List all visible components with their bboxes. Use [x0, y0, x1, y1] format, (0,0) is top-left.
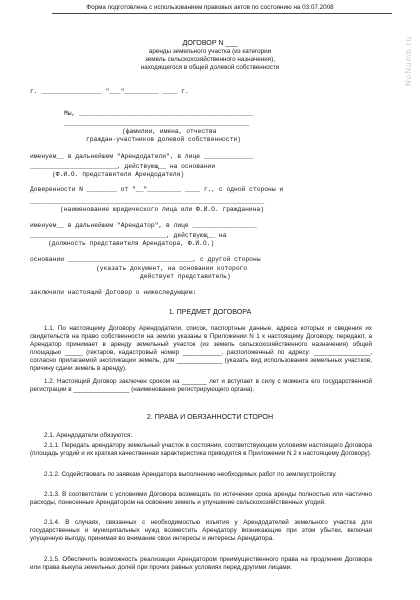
- clause-2-1-1: 2.1.1. Передать арендатору земельный участок в состоянии, соответствующем условиям настоящего Договора (площадь угодий и их краткая качественная характеристика приводятся в Приложении N 2 к настоящему Договору).: [30, 442, 372, 457]
- poa-line: Доверенности N ________ от "__"_________ ____ г., с одной стороны и: [30, 186, 284, 193]
- header-note: Форма подготовлена с использованием правовых актов по состоянию на 03.07.2008: [86, 4, 334, 11]
- clause-1-1: 1.1. По настоящему Договору Арендодатели, список, паспортные данные, адреса которых и сведения их свидетельств на право собственности на землю указаны в Приложении N 1 к настоящему Договору, передают, а Арендатор принимает в аренду земельный участок (из земель сельскохозяйственного назначения) общей площадью _____ (гектаров, кадастровый номер ___________, расположенный по адресу: ________________, согласно прилагаемой экспликации земель, для _____________ (указать вид использования земельных участков, причину сдачи земель в аренду).: [30, 325, 372, 372]
- lessee-hint: (должность представителя Арендатора, Ф.И.О.): [48, 240, 215, 247]
- clause-2-1-4: 2.1.4. В случаях, связанных с необходимостью изъятия у Арендодателей земельного участка для государственных и муниципальных нужд возместить Арендатору возникающие при этом убытки, включая упущенную выгоду, принимая во внимание свои интересы и интересы Арендатора.: [30, 519, 372, 542]
- poa-underline: ______________________________________________________________: [30, 198, 265, 205]
- header-underline: [52, 13, 392, 14]
- place-date-line: г. ________________ "___"_________ ____ г.: [30, 88, 189, 95]
- contract-subtitle-3: находящегося в общей долевой собственности: [140, 64, 280, 71]
- section-1-heading: 1. ПРЕДМЕТ ДОГОВОРА: [168, 308, 252, 316]
- clause-2-1-5: 2.1.5. Обеспечить возможность реализации Арендатором преимущественного права на продление Договора или права выкупа земельных долей при прочих равных условиях перед другими лицами.: [30, 556, 372, 571]
- contract-subtitle-1: аренды земельного участка (из категории: [148, 48, 272, 55]
- concluded-line: заключили настоящий Договор о нижеследующем:: [30, 289, 197, 296]
- clause-2-1-3: 2.1.3. В соответствии с условиями Договора возмещать по истечении срока аренды полностью или частично расходы, понесенные Арендатором на освоение земель и улучшение сельскохозяйственных угодий.: [30, 491, 372, 506]
- basis-hint-2: действует представитель): [140, 273, 231, 280]
- names-hint-2: граждан-участников долевой собственности): [86, 136, 241, 143]
- contract-subtitle-2: земель сельскохозяйственного назначения),: [144, 56, 276, 63]
- lessee-line: именуем__ в дальнейшем "Арендатор", в лице _________________: [30, 222, 257, 229]
- org-hint: (наименование юридического лица или Ф.И.О. гражданина): [60, 206, 265, 213]
- lessors-line: именуем__ в дальнейшем "Арендодатели", в лице _____________: [30, 153, 253, 160]
- rep-hint: (Ф.И.О. представителя Арендодателя): [52, 171, 185, 178]
- clause-2-1-2: 2.1.2. Содействовать по заявкам Арендатора выполнению необходимых работ по землеустройству.: [44, 471, 337, 478]
- section-2-heading: 2. ПРАВА И ОБЯЗАННОСТИ СТОРОН: [146, 413, 274, 421]
- watermark: NoNumb.ru: [404, 36, 413, 86]
- clause-2-1: 2.1. Арендодатели обязуются:: [44, 432, 133, 439]
- we-line-2: _________________________________________________: [64, 120, 250, 127]
- lessee-line-2: ____________________________________, действующ__ на: [30, 232, 227, 239]
- contract-title: ДОГОВОР N ___: [182, 39, 238, 47]
- lessors-line-2: _______________________, действующ__ на основании: [30, 163, 216, 170]
- names-hint-1: (фамилии, имена, отчества: [122, 128, 217, 135]
- basis-hint-1: (указать документ, на основании которого: [96, 265, 248, 272]
- we-line: Мы, ______________________________________________: [64, 110, 253, 117]
- clause-1-2: 1.2. Настоящий Договор заключен сроком на _______ лет и вступает в силу с момента его государственной регистрации в ________________ (наименование регистрирующего органа).: [30, 378, 372, 393]
- basis-line: основании _________________________________, с другой стороны: [30, 256, 261, 263]
